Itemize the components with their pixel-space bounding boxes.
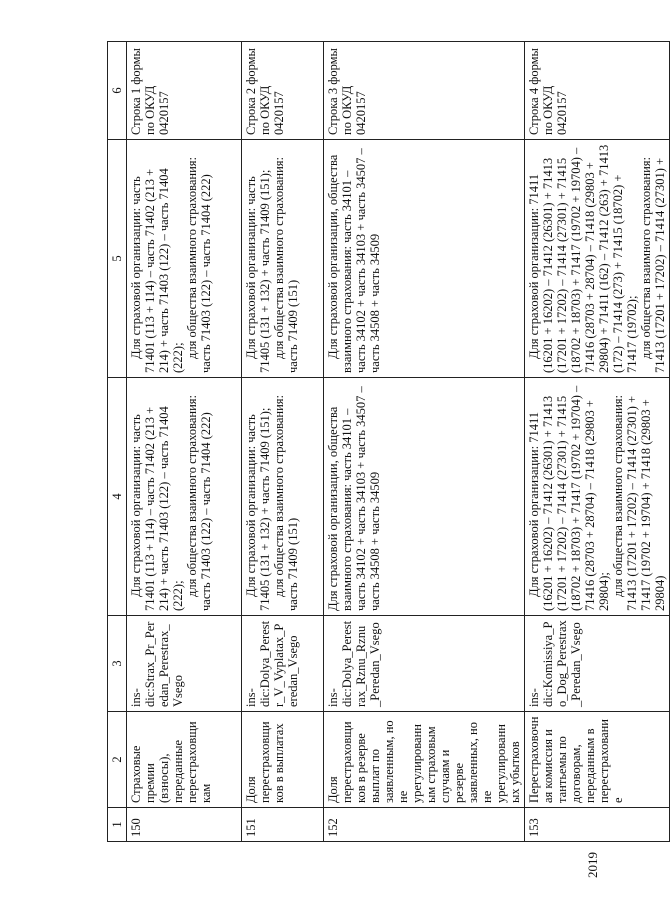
formula-line: для общества взаимного страхования: часть 71403 (122) – часть 71404 (222) <box>185 157 213 373</box>
header-col-2: 2 <box>108 712 127 808</box>
header-col-4: 4 <box>108 378 127 616</box>
source-reference: Строка 4 формы по ОКУД 0420157 <box>525 42 670 140</box>
indicator-name: Страховые премии (взносы), переданные перестраховщикам <box>127 712 242 808</box>
formula-line: Для страховой организации, общества взаимного страхования: часть 34101 – часть 34102 + часть 34103 + часть 34507 – часть 34508 + часть 34509 <box>326 386 382 611</box>
source-reference: Строка 2 формы по ОКУД 0420157 <box>242 42 324 140</box>
page-year: 2019 <box>585 852 600 878</box>
indicator-name: Доля перестраховщиков в резерве выплат по заявленным, но не урегулированным страховым случаям и резерве заявленных, но не урегулированных убытков <box>324 712 525 808</box>
rotated-page <box>107 42 667 842</box>
formula-line: Для страховой организации, общества взаимного страхования: часть 34101 – часть 34102 + часть 34103 + часть 34507 – часть 34508 + часть 34509 <box>326 148 382 373</box>
source-reference: Строка 3 формы по ОКУД 0420157 <box>324 42 525 140</box>
table-row <box>525 42 670 842</box>
formula-line: для общества взаимного страхования: часть 71409 (151) <box>272 395 300 611</box>
table-row <box>242 42 324 842</box>
formula-line: для общества взаимного страхования: 71413 (17201 + 17202) – 71414 (27301) + <box>639 157 667 373</box>
row-number: 152 <box>324 808 525 842</box>
indicator-name: Доля перестраховщиков в выплатах <box>242 712 324 808</box>
formula-col4 <box>324 378 525 616</box>
formula-line: Для страховой организации: часть 71405 (131 + 132) + часть 71409 (151); <box>244 169 272 373</box>
header-row <box>108 42 127 842</box>
formula-line: для общества взаимного страхования: часть 71403 (122) – часть 71404 (222) <box>185 395 213 611</box>
formula-col4 <box>127 378 242 616</box>
header-col-6: 6 <box>108 42 127 140</box>
indicator-code: ins-dic:Dolya_Perestr_V_Vyplatax_Peredan_Vsego <box>242 616 324 712</box>
formula-line: для общества взаимного страхования: часть 71409 (151) <box>272 157 300 373</box>
formula-line: Для страховой организации: часть 71401 (113 + 114) – часть 71402 (213 + 214) + часть 71403 (122) – часть 71404 (222); <box>129 168 185 373</box>
formula-line: для общества взаимного страхования: 71413 (17201 + 17202) – 71414 (27301) + 71417 (19702 + 19704) + 71418 (29803 + 29804) <box>611 395 667 611</box>
mapping-table <box>107 41 670 842</box>
header-col-5: 5 <box>108 140 127 378</box>
formula-line: Для страховой организации: 71411 (16201 + 16202) – 71412 (26301) + 71413 (17201 + 17202) – 71414 (27301) + 71415 (18702 + 18703) + 71417 (19702 + 19704) – 71416 (28703 + 28704) – 71418 (29803 + 29804) + 71411 (162) – 71412 (263) + 71413 (172) – 71414 (273) + 71415 (18702) + 71417 (19702); <box>527 144 639 373</box>
formula-col5 <box>324 140 525 378</box>
header-col-3: 3 <box>108 616 127 712</box>
formula-line: Для страховой организации: часть 71401 (113 + 114) – часть 71402 (213 + 214) + часть 71403 (122) – часть 71404 (222); <box>129 406 185 611</box>
formula-col5 <box>127 140 242 378</box>
row-number: 151 <box>242 808 324 842</box>
formula-col5 <box>525 140 670 378</box>
header-col-1: 1 <box>108 808 127 842</box>
indicator-code: ins-dic:Strax_Pr_Peredan_Perestrax_Vsego <box>127 616 242 712</box>
indicator-code: ins-dic:Komissiya_Po_Dog_Perestrax_Peredan_Vsego <box>525 616 670 712</box>
indicator-name: Перестраховочная комиссия и тантьемы по договорам, переданным в перестрахование <box>525 712 670 808</box>
source-reference: Строка 1 формы по ОКУД 0420157 <box>127 42 242 140</box>
indicator-code: ins-dic:Dolya_Perestrax_Rznu_Rznu_Peredan_Vsego <box>324 616 525 712</box>
formula-col4 <box>242 378 324 616</box>
formula-col4 <box>525 378 670 616</box>
table-row <box>324 42 525 842</box>
table-row <box>127 42 242 842</box>
formula-col5 <box>242 140 324 378</box>
row-number: 150 <box>127 808 242 842</box>
formula-line: Для страховой организации: часть 71405 (131 + 132) + часть 71409 (151); <box>244 407 272 611</box>
row-number: 153 <box>525 808 670 842</box>
formula-line: Для страховой организации: 71411 (16201 + 16202) – 71412 (26301) + 71413 (17201 + 17202) – 71414 (27301) + 71415 (18702 + 18703) + 71417 (19702 + 19704) – 71416 (28703 + 28704) – 71418 (29803 + 29804); <box>527 385 611 611</box>
